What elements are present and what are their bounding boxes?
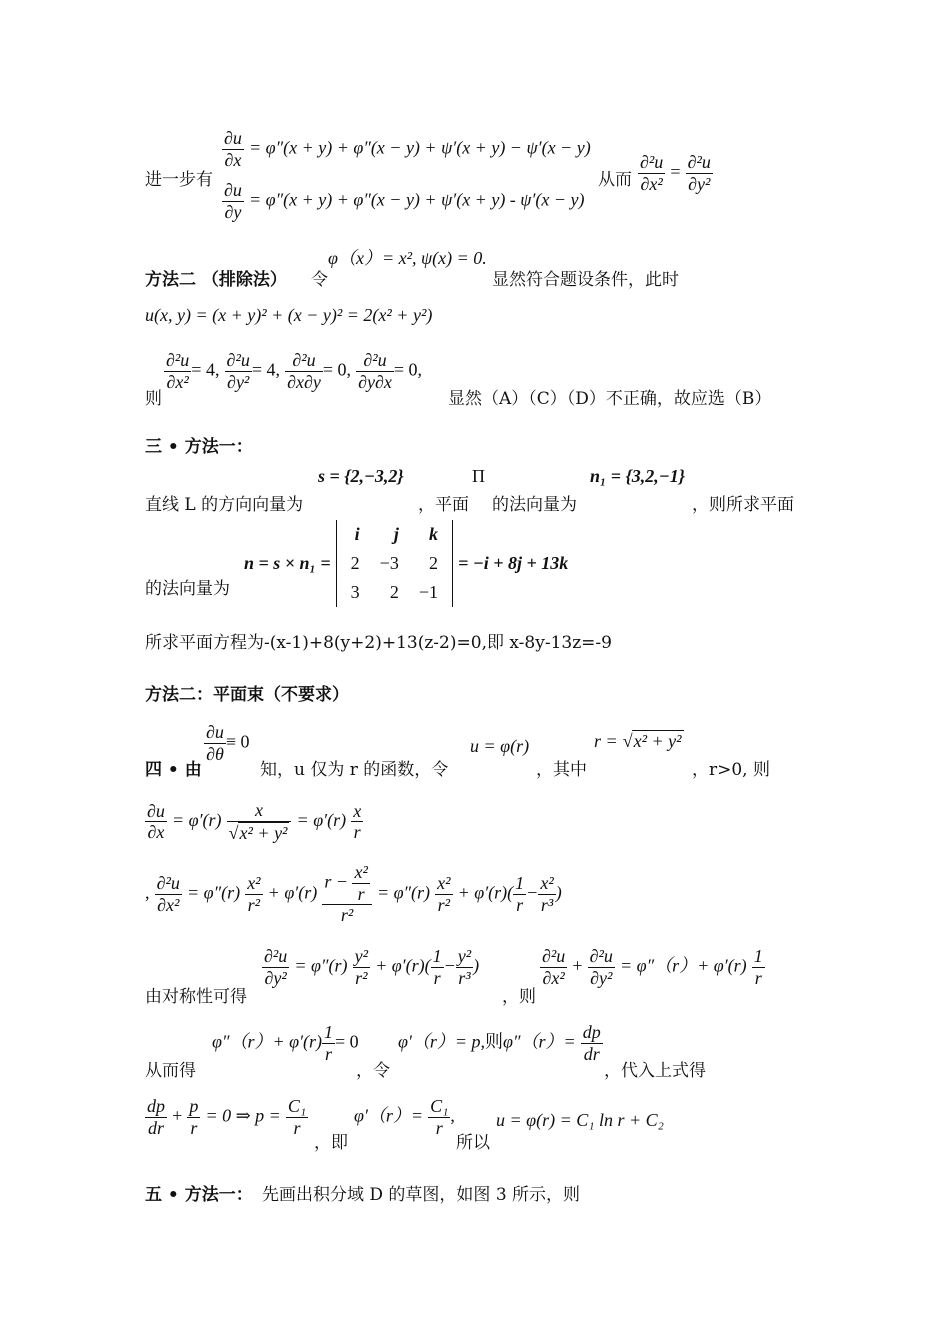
eq-laplacian: $\frac{\text{∂²u}}{\text{∂x²}}$ + $\frac{\text{∂²u}}{\text{∂y²}}$ = φ″（r）+ φ′(r) $\frac{1}{r}$ [542, 946, 763, 988]
eq-second-equal: $\frac{\text{∂²u}}{\text{∂x²}}$ = $\frac{\text{∂²u}}{\text{∂y²}}$ [640, 152, 711, 194]
cross-rhs: = −i + 8j + 13k [458, 553, 569, 573]
eq-first-derivative: $\frac{\partial u}{\partial x}$ = φ′(r) $\frac{x}{\text{√x² + y²}}$ = φ′(r) $\frac{x}{r}$ [147, 800, 362, 843]
eq-du-dx-rhs: = φ″(x + y) + φ″(x − y) + ψ′(x + y) − ψ′(x − y) [249, 137, 591, 158]
s-vector: s = {2,−3,2} [318, 466, 404, 486]
section4-title: 四 • 由 [145, 760, 202, 780]
det-cell: 2 [350, 553, 360, 573]
s3-line1-c: 的法向量为 [492, 495, 577, 515]
method2b-title: 方法二：平面束（不要求） [145, 685, 349, 705]
u-expression: u(x, y) = (x + y)² + (x − y)² = 2(x² + y²) [145, 305, 433, 325]
s3-line2: 的法向量为 [145, 579, 230, 599]
eq-final-u: u = φ(r) = C₁ ln r + C₂ [496, 1110, 664, 1130]
ze-text: 则 [145, 389, 162, 409]
det-cell: 2 [389, 582, 399, 602]
plane-equation: 所求平面方程为-(x-1)+8(y+2)+13(z-2)=0,即 x-8y-13z=-9 [145, 633, 612, 653]
s4-text-b: ，其中 [536, 760, 587, 780]
determinant [336, 520, 453, 607]
eq-separable: $\frac{dp}{dr}$ + $\frac{p}{r}$ = 0 ⇒ p = $\frac{\text{C₁}}{r}$ [147, 1096, 307, 1138]
r-eq: r = [594, 731, 618, 751]
eq-ode: φ″（r）+ φ′(r) $\frac{1}{r}$ = 0 [212, 1022, 359, 1064]
lead-text-hence: 从而 [598, 170, 632, 190]
lead-text-further: 进一步有 [145, 170, 213, 190]
from-prefix: 从而得 [145, 1061, 196, 1081]
det-cell: −1 [418, 582, 438, 602]
eq-second-derivative: , $\frac{\text{∂²u}}{\text{∂x²}}$ = φ″(r) $\frac{\text{x²}}{\text{r²}}$ + φ′(r) r − $\frac{\text{x²}}{r}$ r² = φ″(r) $\frac{\text{x²}}{\text{r²}}$ + φ′(r)( $\frac{1}{r}$ − $\frac{\text{x²}}{\text{r³}}$ ) [145, 862, 562, 926]
plane-pi: Π [472, 466, 485, 486]
eq-du-dx: $\frac{\partial u}{\partial x}$ = φ″(x + y) + φ″(x − y) + ψ′(x + y) − ψ′(x − y) [224, 128, 591, 170]
method2-title: 方法二 （排除法） [145, 270, 287, 290]
det-cell: i [354, 524, 360, 544]
last-suoyi: 所以 [456, 1133, 490, 1153]
symmetry-prefix: 由对称性可得 [145, 987, 247, 1007]
method2-ling: 令 [311, 270, 328, 290]
det-cell: k [428, 524, 438, 544]
n1-vector: n₁ = {3,2,−1} [590, 466, 685, 486]
method2-tail: 显然符合题设条件，此时 [492, 270, 679, 290]
cross-lhs: n = s × n₁ = [244, 553, 331, 573]
eq-phi-prime: φ′（r）= $\frac{\text{C₁}}{r}$ , [354, 1096, 455, 1138]
det-cell: j [393, 524, 399, 544]
section3-title: 三 • 方法一： [145, 437, 253, 457]
from-mid: ，令 [356, 1061, 390, 1081]
r-definition: r = √x² + y² [594, 731, 682, 751]
det-cell: 3 [350, 582, 360, 602]
section5-text: 先画出积分域 D 的草图，如图 3 所示，则 [262, 1185, 581, 1205]
last-ji: ，即 [314, 1133, 348, 1153]
det-cell: −3 [379, 553, 399, 573]
s4-text-c: ，r>0, 则 [692, 760, 770, 780]
conclusion-choice: 显然（A）（C）（D）不正确，故应选（B） [448, 389, 772, 409]
cross-product [244, 520, 568, 607]
det-cell: 2 [428, 553, 438, 573]
eq-du-dy-rhs: = φ″(x + y) + φ″(x − y) + ψ′(x + y) - ψ′(x − y) [249, 189, 585, 210]
eq-du-dtheta: $\frac{\partial u}{\partial\theta}$ ≡ 0 [206, 722, 250, 764]
eq-second-derivs: $\frac{\text{∂²u}}{\text{∂x²}}$ = 4, $\frac{\text{∂²u}}{\text{∂y²}}$ = 4, $\frac{\text{∂²u}}{\partial x\partial y}$ = 0, $\frac{\text{∂²u}}{\partial y\partial x}$ = 0, [166, 350, 423, 392]
s4-u-def: u = φ(r) [470, 736, 530, 756]
s4-text-a: 知，u 仅为 r 的函数，令 [260, 760, 449, 780]
from-tail: ，代入上式得 [604, 1061, 706, 1081]
section5-title: 五 • 方法一： [145, 1185, 253, 1205]
eq-sym-yy: $\frac{\text{∂²u}}{\text{∂y²}}$ = φ″(r) $\frac{\text{y²}}{\text{r²}}$ + φ′(r)( $\frac{1}{r}$ − $\frac{\text{y²}}{\text{r³}}$ ) [264, 946, 480, 988]
symmetry-mid: ，则 [502, 987, 536, 1007]
s3-line1-b: ，平面 [418, 495, 469, 515]
eq-substitution: φ′（r）= p,则φ″（r）= $\frac{dp}{dr}$ [398, 1022, 601, 1064]
s3-line1-d: ，则所求平面 [692, 495, 794, 515]
choice-functions: φ（x）= x², ψ(x) = 0. [328, 248, 487, 268]
eq-du-dy: $\frac{\partial u}{\partial y}$ = φ″(x + y) + φ″(x − y) + ψ′(x + y) - ψ′(x − y) [224, 180, 585, 222]
s3-line1-a: 直线 L 的方向向量为 [145, 495, 304, 515]
